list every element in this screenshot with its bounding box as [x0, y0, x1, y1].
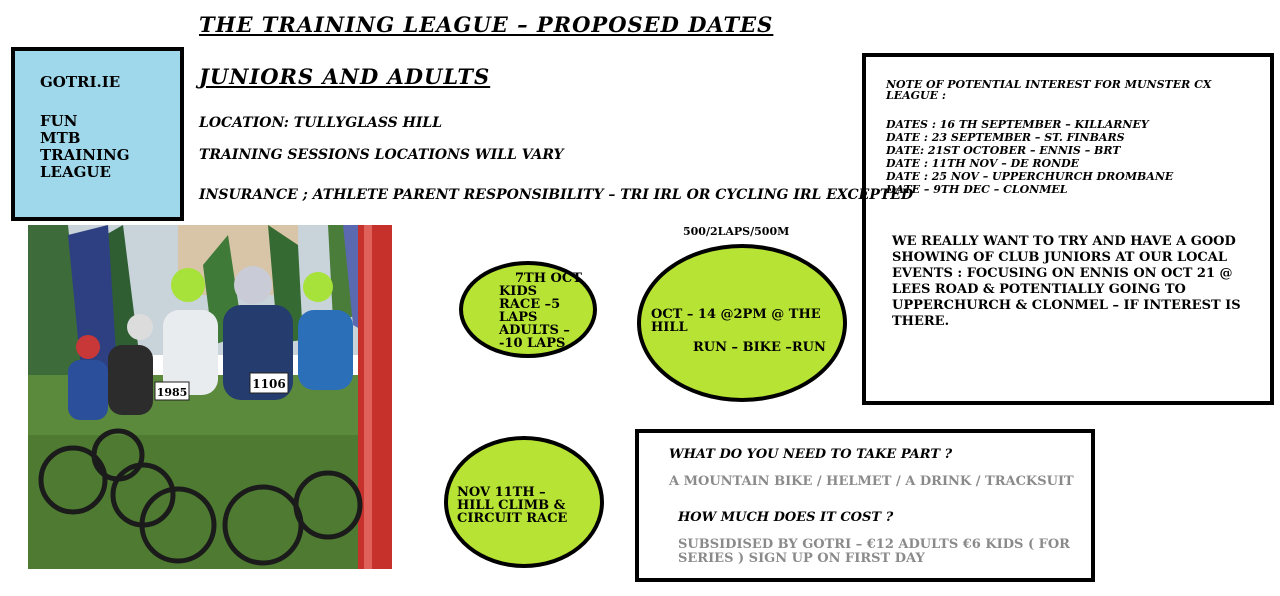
gotri-line: LEAGUE [40, 163, 111, 181]
gotri-line: TRAINING [40, 146, 130, 164]
circle-line: -10 LAPS [499, 336, 566, 351]
circle-line: KIDS [499, 284, 538, 299]
bib-number: 1106 [252, 377, 286, 391]
photo-illustration [28, 225, 392, 569]
sessions-text: TRAINING SESSIONS LOCATIONS WILL VARY [199, 147, 564, 163]
cx-date: DATE: 21ST OCTOBER – ENNIS – BRT [886, 144, 1121, 157]
circle-line: ADULTS – [499, 323, 570, 338]
circle-line: RACE –5 [499, 297, 561, 312]
need-question: WHAT DO YOU NEED TO TAKE PART ? [669, 447, 953, 462]
bib-number: 1985 [156, 386, 188, 399]
take-part-box [635, 429, 1095, 582]
circle-line: RUN – BIKE –RUN [693, 340, 826, 355]
page-subtitle: JUNIORS AND ADULTS [199, 64, 491, 89]
cost-answer: SUBSIDISED BY GOTRI – €12 ADULTS €6 KIDS ( FOR SERIES ) SIGN UP ON FIRST DAY [678, 537, 1070, 566]
circle-line: OCT – 14 @2PM @ THE [651, 307, 821, 322]
circle-line: HILL CLIMB & [457, 498, 566, 513]
cx-date: DATES : 16 TH SEPTEMBER – KILLARNEY [886, 118, 1149, 131]
cx-heading: NOTE OF POTENTIAL INTEREST FOR MUNSTER CX LEAGUE : [886, 78, 1212, 102]
location-text: LOCATION: TULLYGLASS HILL [199, 115, 443, 131]
circle-line: NOV 11TH – [457, 485, 546, 500]
circle-line: LAPS [499, 310, 538, 325]
circle-line: CIRCUIT RACE [457, 511, 568, 526]
need-answer: A MOUNTAIN BIKE / HELMET / A DRINK / TRACKSUIT [669, 474, 1074, 489]
gotri-line: MTB [40, 129, 81, 147]
cx-note: WE REALLY WANT TO TRY AND HAVE A GOOD SHOWING OF CLUB JUNIORS AT OUR LOCAL EVENTS : FOCUSING ON ENNIS ON OCT 21 @ LEES ROAD & POTENTIALLY GOING TO UPPERCHURCH & CLONMEL – IF INTEREST IS THERE. [892, 234, 1241, 329]
gotri-line: FUN [40, 112, 78, 130]
nov11-race-circle [444, 436, 604, 568]
gotri-box [11, 47, 184, 221]
cx-date: DATE : 11TH NOV – DE RONDE [886, 157, 1080, 170]
cx-date: DATE : 23 SEPTEMBER – ST. FINBARS [886, 131, 1125, 144]
mtb-race-photo [28, 225, 392, 569]
oct7-race-circle [459, 261, 597, 358]
cost-question: HOW MUCH DOES IT COST ? [678, 510, 894, 525]
circle-line: 7TH OCT [515, 271, 582, 286]
cx-date: DATE – 9TH DEC – CLONMEL [886, 183, 1068, 196]
page-title: THE TRAINING LEAGUE – PROPOSED DATES [199, 12, 774, 37]
insurance-text: INSURANCE ; ATHLETE PARENT RESPONSIBILITY – TRI IRL OR CYCLING IRL EXCEPTED [199, 187, 914, 203]
oct14-duathlon-circle [637, 244, 847, 402]
cx-date: DATE : 25 NOV – UPPERCHURCH DROMBANE [886, 170, 1174, 183]
munster-cx-box [862, 53, 1274, 405]
gotri-lines [40, 113, 130, 181]
distance-label: 500/2LAPS/500M [683, 225, 790, 238]
cx-dates-list [886, 118, 1173, 196]
gotri-brand: GOTRI.IE [40, 73, 121, 91]
circle-line: HILL [651, 320, 688, 335]
